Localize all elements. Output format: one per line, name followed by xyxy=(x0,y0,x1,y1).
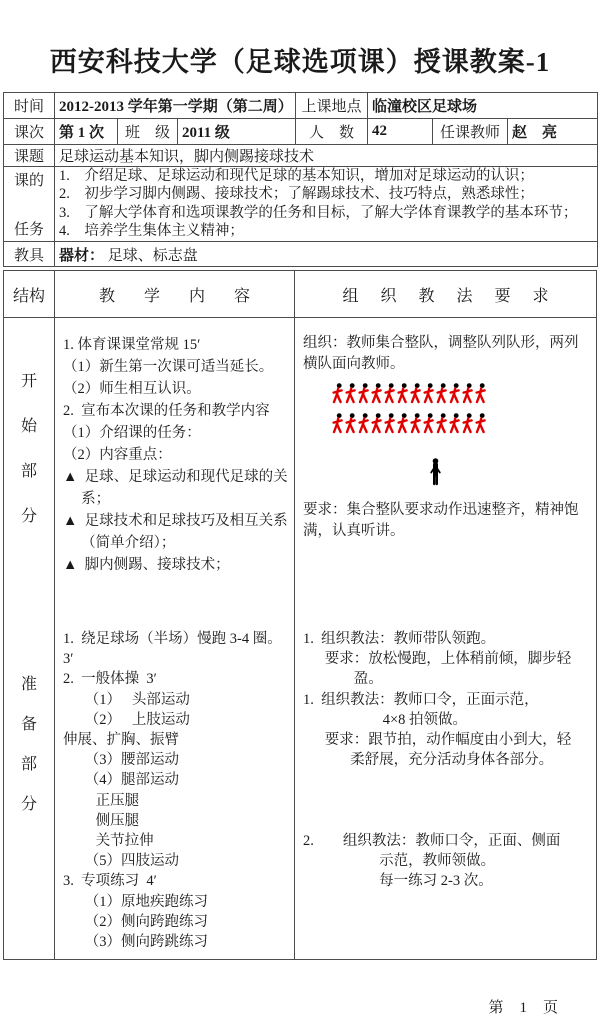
table-row xyxy=(4,93,598,119)
class-label: 班 级 xyxy=(118,119,178,145)
teacher-label: 任课教师 xyxy=(433,119,508,145)
count-label: 人 数 xyxy=(296,119,368,145)
preparation-content xyxy=(55,595,294,959)
footer-prefix: 第 xyxy=(488,1000,504,1016)
tasks-label xyxy=(4,167,55,242)
method-line: 4×8 拍领做。 xyxy=(303,711,468,728)
student-figure-icon xyxy=(409,413,422,434)
method-line: 要求：放松慢跑，上体稍前倾，脚步轻 xyxy=(303,651,572,668)
organization-line: 组织：教师集合整队，调整队列队形，两列 xyxy=(303,335,579,351)
class-value: 2011 级 xyxy=(178,119,296,145)
equipment-label: 教具 xyxy=(4,242,55,267)
content-line: 关节拉伸 xyxy=(63,833,154,850)
student-figure-icon xyxy=(370,413,383,434)
student-figure-icon xyxy=(448,413,461,434)
student-figure-icon xyxy=(383,413,396,434)
structure-label: 结构 xyxy=(4,271,55,317)
content-line: （3）腰部运动 xyxy=(63,752,179,769)
phase-label-char: 部 xyxy=(20,463,37,480)
page-title: 西安科技大学（足球选项课）授课教案-1 xyxy=(49,47,551,77)
student-figure-icon xyxy=(474,413,487,434)
content-line: 2. 一般体操 3′ xyxy=(63,671,157,688)
place-label: 上课地点 xyxy=(296,93,368,119)
student-figure-icon xyxy=(461,413,474,434)
student-figure-icon xyxy=(396,413,409,434)
content-line: （5）四肢运动 xyxy=(63,853,179,870)
phase-label-char: 部 xyxy=(20,756,37,773)
content-line: ▲ 足球技术和足球技巧及相互关系 xyxy=(63,513,288,529)
phase-label-char: 分 xyxy=(20,796,37,813)
content-line: 侧压腿 xyxy=(63,812,140,829)
requirement-line: 满，认真听讲。 xyxy=(303,523,405,539)
method-line: 盈。 xyxy=(303,671,383,688)
content-line: （1） 头部运动 xyxy=(63,691,190,708)
student-figure-icon xyxy=(461,383,474,404)
task-item: 4. 培养学生集体主义精神； xyxy=(59,223,244,240)
teaching-structure-table xyxy=(3,270,597,960)
student-figure-icon xyxy=(383,383,396,404)
content-line: 3′ xyxy=(63,651,74,668)
tasks-label-bottom: 任务 xyxy=(13,222,44,238)
method-line xyxy=(303,811,590,831)
content-line: （2）侧向跨跑练习 xyxy=(63,913,208,930)
equipment-value xyxy=(55,242,598,267)
lesson-info-table xyxy=(3,92,598,267)
method-line xyxy=(303,770,590,790)
method-line: 每一练习 2-3 次。 xyxy=(303,873,493,890)
organization-line: 横队面向教师。 xyxy=(303,356,405,372)
task-item: 1. 介绍足球、足球运动和现代足球的基本知识，增加对足球运动的认识； xyxy=(59,168,534,184)
lesson-no-label: 课次 xyxy=(4,119,55,145)
phase-label-char: 开 xyxy=(20,373,37,390)
content-line: 3. 专项练习 4′ xyxy=(63,873,157,890)
time-value: 2012-2013 学年第一学期（第二周） xyxy=(55,93,296,119)
content-line: （3）侧向跨跳练习 xyxy=(63,934,208,951)
content-line: 正压腿 xyxy=(63,792,140,809)
lesson-no-value: 第 1 次 xyxy=(55,119,118,145)
time-label: 时间 xyxy=(4,93,55,119)
content-line: （4）腿部运动 xyxy=(63,772,179,789)
table-row xyxy=(4,242,598,267)
student-figure-icon xyxy=(435,383,448,404)
method-line xyxy=(303,791,590,811)
student-figure-icon xyxy=(435,413,448,434)
requirement-text xyxy=(303,500,590,542)
student-figure-icon xyxy=(409,383,422,404)
equipment-key: 器材： xyxy=(59,247,105,264)
content-line: 1. 体育课课堂常规 15′ xyxy=(63,337,201,353)
table-row xyxy=(4,119,598,145)
content-line: 系； xyxy=(63,491,111,507)
student-figure-icon xyxy=(474,383,487,404)
content-line: （2）师生相互认识。 xyxy=(63,381,201,397)
task-item: 3. 了解大学体育和选项课教学的任务和目标，了解大学体育课教学的基本环节； xyxy=(59,204,578,221)
content-line: （1）新生第一次课可适当延长。 xyxy=(63,359,274,375)
teacher-figure-icon xyxy=(428,458,590,486)
content-line: （简单介绍）； xyxy=(63,535,176,551)
tasks-list xyxy=(55,167,598,242)
method-line: 1. 组织教法：教师带队领跑。 xyxy=(303,631,496,647)
content-line: 2. 宣布本次课的任务和教学内容 xyxy=(63,403,270,419)
teaching-content-column xyxy=(55,318,295,959)
opening-method xyxy=(295,318,596,595)
place-value: 临潼校区足球场 xyxy=(368,93,598,119)
count-value: 42 xyxy=(368,119,433,145)
content-line: 伸展、扩胸、振臂 xyxy=(63,732,179,749)
content-column-header: 教学内容 xyxy=(55,271,295,317)
phase-label-char: 准 xyxy=(20,676,37,693)
student-row xyxy=(331,383,590,405)
content-line: （1）介绍课的任务： xyxy=(63,425,201,441)
topic-label: 课题 xyxy=(4,145,55,167)
page-number: 1 xyxy=(519,1000,527,1016)
phase-label-column xyxy=(4,318,55,959)
formation-diagram xyxy=(331,383,590,486)
student-figure-icon xyxy=(331,383,344,404)
topic-value: 足球运动基本知识，脚内侧踢接球技术 xyxy=(55,145,598,167)
content-line: （2） 上肢运动 xyxy=(63,711,190,728)
student-figure-icon xyxy=(357,413,370,434)
organization-method-column xyxy=(295,318,596,959)
equipment-items: 足球、标志盘 xyxy=(104,247,198,264)
structure-header-row xyxy=(4,271,596,318)
tasks-label-top: 课的 xyxy=(13,173,44,189)
teacher-value: 赵 亮 xyxy=(508,119,598,145)
student-figure-icon xyxy=(331,413,344,434)
organization-text xyxy=(303,333,590,375)
method-line: 1. 组织教法：教师口令，正面示范， xyxy=(303,691,539,708)
phase-label-char: 备 xyxy=(20,716,37,733)
method-line: 柔舒展，充分活动身体各部分。 xyxy=(303,752,554,769)
phase-label-char: 分 xyxy=(20,508,37,525)
content-line: 1. 绕足球场（半场）慢跑 3-4 圈。 xyxy=(63,631,282,647)
task-item: 2. 初步学习脚内侧踢、接球技术；了解踢球技术、技巧特点，熟悉球性； xyxy=(59,186,534,203)
footer-suffix: 页 xyxy=(542,1000,558,1016)
requirement-line: 要求：集合整队要求动作迅速整齐，精神饱 xyxy=(303,502,579,518)
method-line: 示范，教师领做。 xyxy=(303,853,496,870)
method-line: 要求：跟节拍，动作幅度由小到大，轻 xyxy=(303,732,572,749)
table-row xyxy=(4,145,598,167)
content-line: ▲ 脚内侧踢、接球技术； xyxy=(63,557,230,573)
method-column-header: 组织教法要求 xyxy=(342,287,571,305)
student-figure-icon xyxy=(422,383,435,404)
preparation-method xyxy=(295,595,596,959)
table-row xyxy=(4,167,598,242)
opening-content xyxy=(55,318,294,595)
content-line: ▲ 足球、足球运动和现代足球的关 xyxy=(63,469,288,485)
student-figure-icon xyxy=(422,413,435,434)
structure-body-row xyxy=(4,318,596,959)
phase-label-char: 始 xyxy=(20,418,37,435)
page-footer xyxy=(488,996,558,1017)
phase-label-opening xyxy=(4,318,54,595)
lesson-plan-page xyxy=(0,40,600,1022)
student-figure-icon xyxy=(344,413,357,434)
phase-label-preparation xyxy=(4,595,54,959)
student-figure-icon xyxy=(448,383,461,404)
student-figure-icon xyxy=(344,383,357,404)
method-line: 2. 组织教法：教师口令，正面、侧面 xyxy=(303,833,561,850)
student-figure-icon xyxy=(396,383,409,404)
student-figure-icon xyxy=(370,383,383,404)
student-figure-icon xyxy=(357,383,370,404)
content-line: （1）原地疾跑练习 xyxy=(63,893,208,910)
content-line: （2）内容重点： xyxy=(63,447,172,463)
student-row xyxy=(331,413,590,435)
